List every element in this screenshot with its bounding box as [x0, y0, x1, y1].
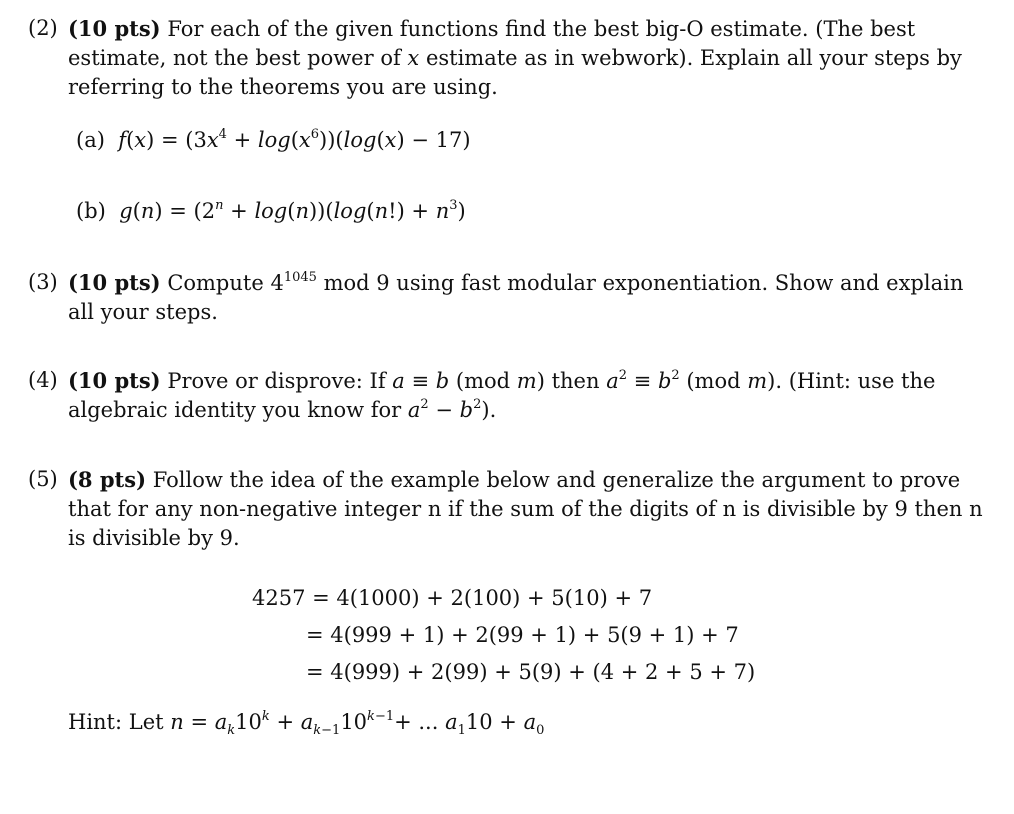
problem-number: (4) [28, 368, 58, 392]
problem-number: (2) [28, 16, 58, 40]
subproblem-b [76, 199, 466, 223]
problem-text: (10 pts) For each of the given functions find the best big-O estimate. (The best estimate, not the best power of x estimate as in webwork). Explain all your steps by referring to the theorems you are using. [68, 16, 962, 99]
subproblem-label: (a) [76, 128, 105, 152]
problem-number: (3) [28, 270, 58, 294]
formula-g: $g(n) = (2^n + \log(n))(\log(n!) + n^3)$ [119, 198, 466, 223]
hint [68, 709, 545, 738]
points-label: (10 pts) [68, 368, 161, 393]
problem-number: (5) [28, 467, 58, 491]
subproblem-a [76, 128, 471, 152]
hint-formula: $n = a_k10^k + a_{k-1}10^{k-1}+$ ... $a_110 + a_0$ [170, 709, 545, 738]
problem-4 [28, 366, 990, 425]
problem-text: (8 pts) Follow the idea of the example below and generalize the argument to prove that for any non-negative integer n if the sum of the digits of n is divisible by 9 then n is divisible by 9. [68, 467, 983, 550]
problem-5 [28, 465, 990, 553]
problem-text: (10 pts) Compute $4^{1045}$ mod 9 using fast modular exponentiation. Show and explain all your steps. [68, 270, 964, 324]
problem-2 [28, 14, 990, 102]
problem-text: (10 pts) Prove or disprove: If a ≡ b (mod m) then $a^2 \equiv b^2$ (mod m). (Hint: use the algebraic identity you know for $a^2 - b^2$). [68, 368, 936, 422]
equation-line-2: = 4(999 + 1) + 2(99 + 1) + 5(9 + 1) + 7 [306, 623, 739, 647]
points-label: (8 pts) [68, 467, 147, 492]
subproblem-label: (b) [76, 199, 106, 223]
equation-line-3: = 4(999) + 2(99) + 5(9) + (4 + 2 + 5 + 7) [306, 660, 756, 684]
points-label: (10 pts) [68, 270, 161, 295]
problem-3 [28, 268, 990, 327]
points-label: (10 pts) [68, 16, 161, 41]
equation-line-1: 4257 = 4(1000) + 2(100) + 5(10) + 7 [252, 586, 653, 610]
hint-label: Hint: Let [68, 710, 171, 734]
formula-f: $f(x) = (3x^4 + \log(x^6))(\log(x) - 17)$ [118, 127, 471, 152]
